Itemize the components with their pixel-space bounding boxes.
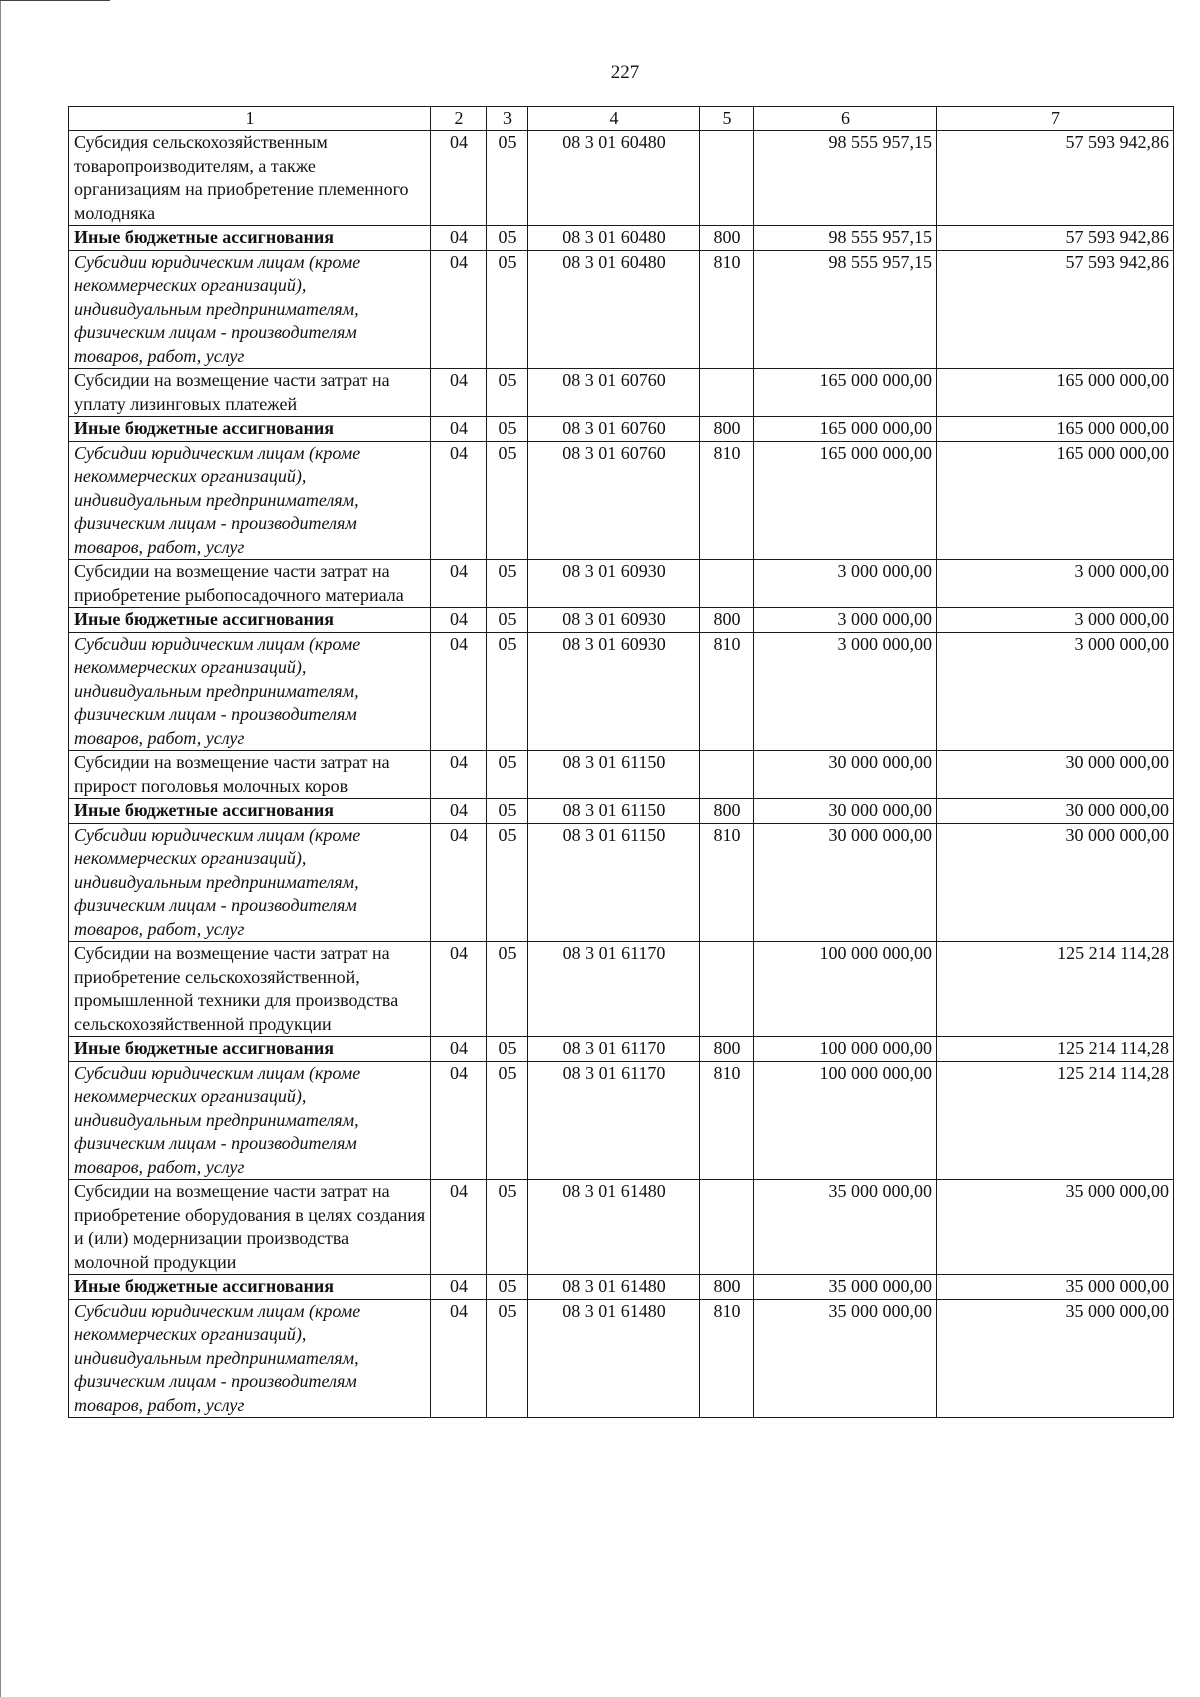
expense-type-code: 800 [700, 226, 754, 251]
section-code: 04 [431, 1180, 487, 1275]
target-article-code: 08 3 01 60930 [528, 560, 700, 608]
row-name: Субсидии юридическим лицам (кроме некоммерческих организаций), индивидуальным предпринимателям, физическим лицам - производителям товаров, работ, услуг [69, 441, 431, 560]
column-header: 3 [487, 107, 528, 131]
amount-year-1: 35 000 000,00 [754, 1299, 937, 1418]
target-article-code: 08 3 01 60480 [528, 226, 700, 251]
row-name: Субсидии на возмещение части затрат на уплату лизинговых платежей [69, 369, 431, 417]
subsection-code: 05 [487, 608, 528, 633]
amount-year-1: 165 000 000,00 [754, 369, 937, 417]
amount-year-2: 3 000 000,00 [937, 608, 1174, 633]
row-name: Субсидии юридическим лицам (кроме некоммерческих организаций), индивидуальным предпринимателям, физическим лицам - производителям товаров, работ, услуг [69, 1299, 431, 1418]
section-code: 04 [431, 250, 487, 369]
expense-type-code: 800 [700, 1037, 754, 1062]
amount-year-1: 98 555 957,15 [754, 131, 937, 226]
row-name: Субсидии на возмещение части затрат на прирост поголовья молочных коров [69, 751, 431, 799]
target-article-code: 08 3 01 60760 [528, 417, 700, 442]
row-name: Субсидии на возмещение части затрат на приобретение рыбопосадочного материала [69, 560, 431, 608]
scan-corner-line [0, 0, 110, 1]
section-code: 04 [431, 417, 487, 442]
table-row [69, 1061, 1174, 1180]
expense-type-code: 810 [700, 632, 754, 751]
expense-type-code [700, 131, 754, 226]
amount-year-1: 165 000 000,00 [754, 441, 937, 560]
section-code: 04 [431, 560, 487, 608]
target-article-code: 08 3 01 61480 [528, 1275, 700, 1300]
target-article-code: 08 3 01 61170 [528, 1037, 700, 1062]
table-row [69, 250, 1174, 369]
amount-year-2: 165 000 000,00 [937, 417, 1174, 442]
budget-table [68, 106, 1174, 1418]
target-article-code: 08 3 01 60930 [528, 632, 700, 751]
table-row [69, 560, 1174, 608]
amount-year-1: 100 000 000,00 [754, 942, 937, 1037]
subsection-code: 05 [487, 417, 528, 442]
amount-year-1: 3 000 000,00 [754, 608, 937, 633]
row-name: Субсидии юридическим лицам (кроме некоммерческих организаций), индивидуальным предпринимателям, физическим лицам - производителям товаров, работ, услуг [69, 250, 431, 369]
amount-year-1: 100 000 000,00 [754, 1037, 937, 1062]
amount-year-2: 3 000 000,00 [937, 632, 1174, 751]
subsection-code: 05 [487, 1299, 528, 1418]
column-header: 6 [754, 107, 937, 131]
amount-year-1: 30 000 000,00 [754, 823, 937, 942]
table-row [69, 799, 1174, 824]
section-code: 04 [431, 799, 487, 824]
target-article-code: 08 3 01 61480 [528, 1299, 700, 1418]
section-code: 04 [431, 131, 487, 226]
target-article-code: 08 3 01 61150 [528, 751, 700, 799]
table-row [69, 823, 1174, 942]
section-code: 04 [431, 751, 487, 799]
expense-type-code: 800 [700, 608, 754, 633]
subsection-code: 05 [487, 632, 528, 751]
amount-year-2: 35 000 000,00 [937, 1275, 1174, 1300]
row-name: Иные бюджетные ассигнования [69, 1037, 431, 1062]
amount-year-1: 100 000 000,00 [754, 1061, 937, 1180]
subsection-code: 05 [487, 1275, 528, 1300]
expense-type-code: 800 [700, 1275, 754, 1300]
row-name: Иные бюджетные ассигнования [69, 1275, 431, 1300]
table-row [69, 131, 1174, 226]
subsection-code: 05 [487, 751, 528, 799]
target-article-code: 08 3 01 60480 [528, 131, 700, 226]
table-row [69, 1275, 1174, 1300]
column-header: 5 [700, 107, 754, 131]
amount-year-2: 165 000 000,00 [937, 441, 1174, 560]
section-code: 04 [431, 441, 487, 560]
amount-year-1: 35 000 000,00 [754, 1275, 937, 1300]
target-article-code: 08 3 01 60760 [528, 369, 700, 417]
table-row [69, 751, 1174, 799]
expense-type-code [700, 369, 754, 417]
section-code: 04 [431, 632, 487, 751]
target-article-code: 08 3 01 61170 [528, 942, 700, 1037]
column-header: 4 [528, 107, 700, 131]
amount-year-2: 3 000 000,00 [937, 560, 1174, 608]
expense-type-code: 810 [700, 250, 754, 369]
table-row [69, 369, 1174, 417]
row-name: Иные бюджетные ассигнования [69, 226, 431, 251]
amount-year-2: 57 593 942,86 [937, 131, 1174, 226]
amount-year-2: 125 214 114,28 [937, 1037, 1174, 1062]
table-row [69, 942, 1174, 1037]
amount-year-2: 30 000 000,00 [937, 751, 1174, 799]
row-name: Иные бюджетные ассигнования [69, 799, 431, 824]
subsection-code: 05 [487, 250, 528, 369]
amount-year-1: 30 000 000,00 [754, 751, 937, 799]
amount-year-2: 57 593 942,86 [937, 250, 1174, 369]
target-article-code: 08 3 01 61150 [528, 799, 700, 824]
amount-year-1: 30 000 000,00 [754, 799, 937, 824]
column-header: 2 [431, 107, 487, 131]
section-code: 04 [431, 1061, 487, 1180]
subsection-code: 05 [487, 1180, 528, 1275]
subsection-code: 05 [487, 560, 528, 608]
section-code: 04 [431, 226, 487, 251]
column-header: 1 [69, 107, 431, 131]
subsection-code: 05 [487, 226, 528, 251]
amount-year-2: 165 000 000,00 [937, 369, 1174, 417]
row-name: Субсидии на возмещение части затрат на приобретение сельскохозяйственной, промышленной техники для производства сельскохозяйственной продукции [69, 942, 431, 1037]
section-code: 04 [431, 369, 487, 417]
amount-year-1: 3 000 000,00 [754, 632, 937, 751]
row-name: Субсидия сельскохозяйственным товаропроизводителям, а также организациям на приобретение племенного молодняка [69, 131, 431, 226]
section-code: 04 [431, 608, 487, 633]
amount-year-2: 35 000 000,00 [937, 1180, 1174, 1275]
expense-type-code: 810 [700, 1061, 754, 1180]
table-row [69, 417, 1174, 442]
row-name: Субсидии юридическим лицам (кроме некоммерческих организаций), индивидуальным предпринимателям, физическим лицам - производителям товаров, работ, услуг [69, 823, 431, 942]
scan-left-edge [0, 0, 1, 1697]
amount-year-2: 35 000 000,00 [937, 1299, 1174, 1418]
header-row [69, 107, 1174, 131]
amount-year-2: 125 214 114,28 [937, 942, 1174, 1037]
amount-year-2: 125 214 114,28 [937, 1061, 1174, 1180]
table-row [69, 226, 1174, 251]
expense-type-code [700, 1180, 754, 1275]
table-row [69, 608, 1174, 633]
target-article-code: 08 3 01 61150 [528, 823, 700, 942]
row-name: Субсидии юридическим лицам (кроме некоммерческих организаций), индивидуальным предпринимателям, физическим лицам - производителям товаров, работ, услуг [69, 632, 431, 751]
expense-type-code: 800 [700, 417, 754, 442]
table-body [69, 131, 1174, 1418]
target-article-code: 08 3 01 60930 [528, 608, 700, 633]
subsection-code: 05 [487, 823, 528, 942]
expense-type-code: 810 [700, 823, 754, 942]
expense-type-code: 810 [700, 1299, 754, 1418]
subsection-code: 05 [487, 1037, 528, 1062]
amount-year-2: 57 593 942,86 [937, 226, 1174, 251]
subsection-code: 05 [487, 441, 528, 560]
row-name: Субсидии на возмещение части затрат на приобретение оборудования в целях создания и (или) модернизации производства молочной продукции [69, 1180, 431, 1275]
amount-year-2: 30 000 000,00 [937, 823, 1174, 942]
section-code: 04 [431, 823, 487, 942]
expense-type-code [700, 751, 754, 799]
row-name: Субсидии юридическим лицам (кроме некоммерческих организаций), индивидуальным предпринимателям, физическим лицам - производителям товаров, работ, услуг [69, 1061, 431, 1180]
expense-type-code [700, 942, 754, 1037]
expense-type-code [700, 560, 754, 608]
section-code: 04 [431, 1275, 487, 1300]
table-row [69, 1037, 1174, 1062]
amount-year-1: 35 000 000,00 [754, 1180, 937, 1275]
table-row [69, 1180, 1174, 1275]
table-row [69, 1299, 1174, 1418]
expense-type-code: 800 [700, 799, 754, 824]
subsection-code: 05 [487, 799, 528, 824]
amount-year-1: 165 000 000,00 [754, 417, 937, 442]
column-header: 7 [937, 107, 1174, 131]
amount-year-1: 98 555 957,15 [754, 226, 937, 251]
amount-year-2: 30 000 000,00 [937, 799, 1174, 824]
subsection-code: 05 [487, 1061, 528, 1180]
table-row [69, 441, 1174, 560]
section-code: 04 [431, 942, 487, 1037]
subsection-code: 05 [487, 131, 528, 226]
amount-year-1: 98 555 957,15 [754, 250, 937, 369]
target-article-code: 08 3 01 61480 [528, 1180, 700, 1275]
target-article-code: 08 3 01 61170 [528, 1061, 700, 1180]
amount-year-1: 3 000 000,00 [754, 560, 937, 608]
page-number: 227 [610, 62, 640, 83]
subsection-code: 05 [487, 942, 528, 1037]
target-article-code: 08 3 01 60480 [528, 250, 700, 369]
row-name: Иные бюджетные ассигнования [69, 417, 431, 442]
target-article-code: 08 3 01 60760 [528, 441, 700, 560]
section-code: 04 [431, 1299, 487, 1418]
table-row [69, 632, 1174, 751]
section-code: 04 [431, 1037, 487, 1062]
expense-type-code: 810 [700, 441, 754, 560]
subsection-code: 05 [487, 369, 528, 417]
row-name: Иные бюджетные ассигнования [69, 608, 431, 633]
